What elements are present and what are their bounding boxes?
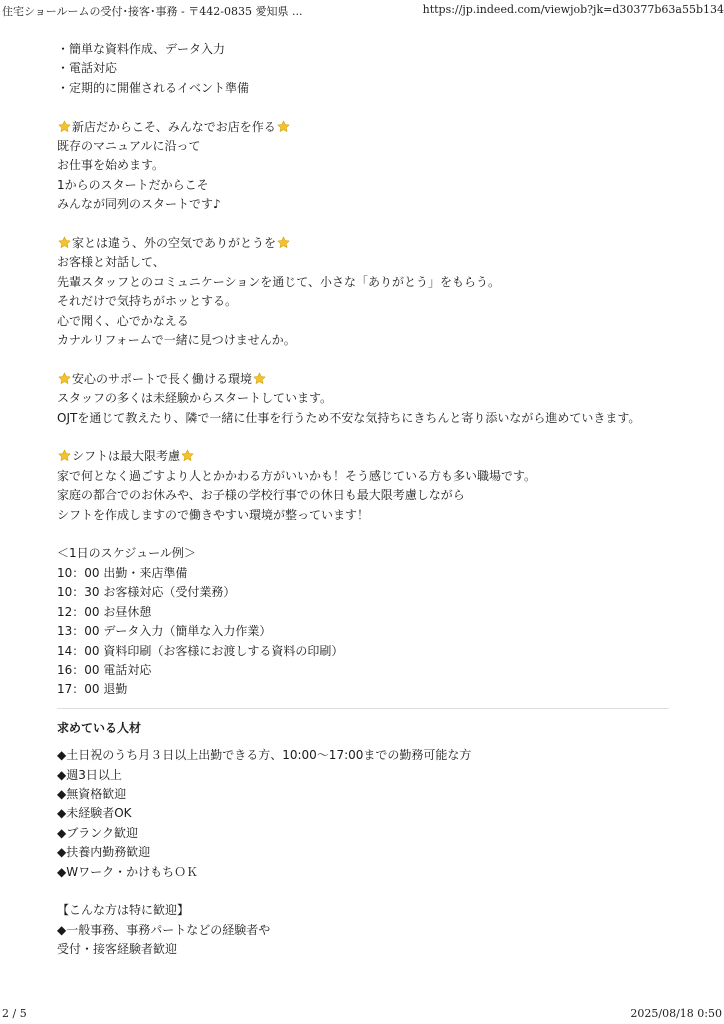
schedule-item: 16：00 電話対応	[57, 662, 152, 677]
body-text: 先輩スタッフとのコミュニケーションを通じて、小さな「ありがとう」をもらう。	[57, 274, 501, 289]
print-header-url: https://jp.indeed.com/viewjob?jk=d30377b63a55b134	[422, 3, 724, 16]
welcome-section	[57, 901, 669, 959]
schedule-item: 10：30 お客様対応（受付業務）	[57, 585, 236, 600]
schedule-item: 17：00 退勤	[57, 682, 128, 697]
star-icon	[277, 236, 290, 249]
requirement-item: ◆無資格歓迎	[57, 786, 127, 801]
section-heading	[57, 234, 669, 253]
body-text: カナルリフォームで一緒に見つけませんか。	[57, 333, 296, 348]
section-heading	[57, 447, 669, 466]
body-text: お客様と対話して、	[57, 255, 165, 270]
duty-item: ・簡単な資料作成、データ入力	[57, 42, 226, 56]
requirement-item: ◆未経験者OK	[57, 806, 132, 821]
schedule-item: 10：00 出勤・来店準備	[57, 565, 188, 580]
schedule-block	[57, 544, 669, 699]
star-icon	[181, 449, 194, 462]
body-text: スタッフの多くは未経験からスタートしています。	[57, 391, 333, 406]
requirement-item: ◆ブランク歓迎	[57, 825, 138, 840]
section-heading-text: 家とは違う、外の空気でありがとうを	[72, 236, 277, 251]
body-text: みんなが同列のスタートです♪	[57, 197, 221, 212]
print-date: 2025/08/18 0:50	[630, 1007, 722, 1020]
duties-list	[57, 40, 669, 98]
star-icon	[58, 372, 71, 385]
requirement-item: ◆週3日以上	[57, 767, 122, 782]
star-icon	[58, 120, 71, 133]
body-text: 心で聞く、心でかなえる	[57, 313, 189, 328]
schedule-heading: ＜1日のスケジュール例＞	[57, 546, 196, 561]
feature-section	[57, 370, 669, 428]
welcome-text: 受付・接客経験者歓迎	[57, 942, 178, 957]
duty-item: ・電話対応	[57, 61, 118, 76]
section-heading-text: 新店だからこそ、みんなでお店を作る	[72, 119, 276, 134]
print-header-title: 住宅ショールームの受付･接客･事務 - 〒442-0835 愛知県 ...	[2, 5, 303, 18]
body-text: OJTを通じて教えたり、隣で一緒に仕事を行うため不安な気持ちにきちんと寄り添いながら進めていきます。	[57, 410, 641, 425]
duty-item: ・定期的に開催されるイベント準備	[57, 80, 250, 95]
schedule-item: 14：00 資料印刷（お客様にお渡しする資料の印刷）	[57, 643, 344, 658]
schedule-item: 13：00 データ入力（簡単な入力作業）	[57, 624, 272, 639]
star-icon	[277, 120, 290, 133]
section-heading	[57, 118, 669, 137]
section-divider	[57, 708, 669, 709]
requirements-section	[57, 719, 669, 882]
body-text: お仕事を始めます。	[57, 158, 165, 173]
body-text: 既存のマニュアルに沿って	[57, 139, 201, 154]
body-text: 1からのスタートだからこそ	[57, 177, 209, 192]
requirements-title: 求めている人材	[57, 720, 142, 735]
schedule-item: 12：00 お昼休憩	[57, 604, 152, 619]
body-text: それだけで気持ちがホッとする。	[57, 294, 238, 309]
star-icon	[58, 449, 71, 462]
job-description	[57, 40, 669, 960]
print-header	[0, 0, 724, 20]
section-heading-text: 安心のサポートで長く働ける環境	[72, 371, 253, 386]
welcome-heading: 【こんな方は特に歓迎】	[57, 903, 190, 918]
section-heading	[57, 370, 669, 389]
page-number: 2 / 5	[2, 1007, 27, 1020]
body-text: シフトを作成しますので働きやすい環境が整っています！	[57, 507, 370, 522]
body-text: 家で何となく過ごすより人とかかわる方がいいかも！そう感じている方も多い職場です。	[57, 468, 537, 483]
welcome-text: ◆一般事務、事務パートなどの経験者や	[57, 922, 271, 937]
section-heading-text: シフトは最大限考慮	[72, 449, 181, 464]
requirement-item: ◆扶養内勤務歓迎	[57, 845, 151, 860]
requirement-item: ◆Wワーク・かけもちＯＫ	[57, 864, 199, 879]
body-text: 家庭の都合でのお休みや、お子様の学校行事での休日も最大限考慮しながら	[57, 488, 465, 503]
star-icon	[58, 236, 71, 249]
star-icon	[253, 372, 266, 385]
feature-section	[57, 447, 669, 525]
feature-section	[57, 234, 669, 350]
requirement-item: ◆土日祝のうち月３日以上出勤できる方、10:00～17:00までの勤務可能な方	[57, 748, 472, 763]
feature-section	[57, 118, 669, 215]
